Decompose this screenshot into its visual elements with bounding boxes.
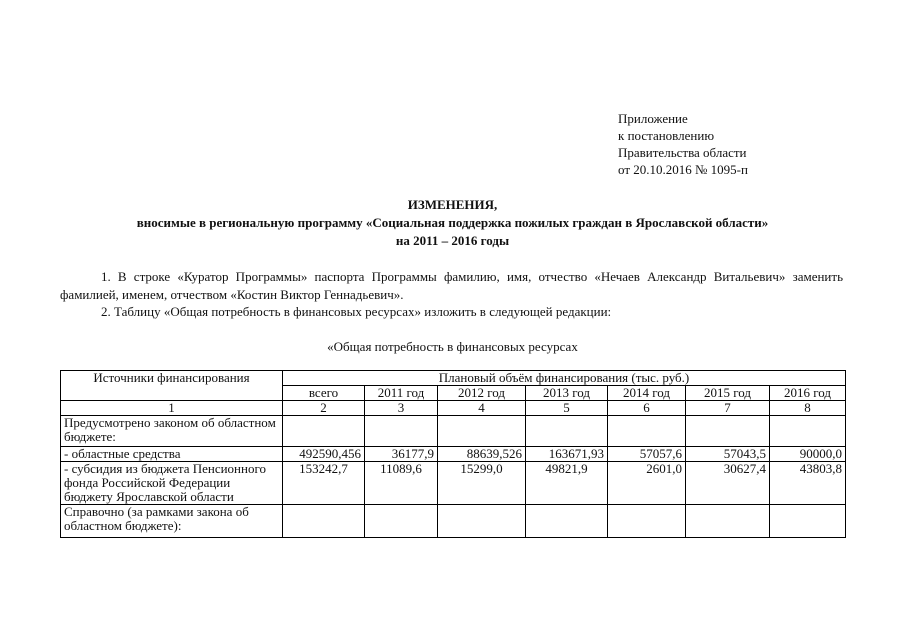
header-planned-cell: Плановый объём финансирования (тыс. руб.) bbox=[283, 371, 846, 386]
row-value: 492590,456 bbox=[283, 447, 365, 462]
column-number: 1 bbox=[61, 401, 283, 416]
table-header-row bbox=[61, 371, 846, 386]
column-number: 3 bbox=[365, 401, 438, 416]
table-row bbox=[61, 462, 846, 505]
row-value bbox=[526, 416, 608, 447]
table-row bbox=[61, 505, 846, 538]
row-value bbox=[365, 416, 438, 447]
row-label: Справочно (за рамками закона об областном бюджете): bbox=[61, 505, 283, 538]
row-value: 43803,8 bbox=[770, 462, 846, 505]
column-number: 7 bbox=[686, 401, 770, 416]
document-subtitle: вносимые в региональную программу «Социальная поддержка пожилых граждан в Ярославской области» bbox=[136, 215, 769, 230]
column-header: всего bbox=[283, 386, 365, 401]
row-value bbox=[438, 505, 526, 538]
column-header: 2015 год bbox=[686, 386, 770, 401]
column-header: 2011 год bbox=[365, 386, 438, 401]
column-number: 2 bbox=[283, 401, 365, 416]
row-value: 57043,5 bbox=[686, 447, 770, 462]
appendix-date-line: от 20.10.2016 № 1095-п bbox=[618, 162, 748, 177]
appendix-line: к постановлению bbox=[618, 128, 715, 143]
row-value: 11089,6 bbox=[365, 462, 438, 505]
row-value: 163671,93 bbox=[526, 447, 608, 462]
row-value bbox=[365, 505, 438, 538]
row-value bbox=[770, 416, 846, 447]
paragraph-1: 1. В строке «Куратор Программы» паспорта Программы фамилию, имя, отчество «Нечаев Александр Витальевич» заменить фамилией, именем, отчеством «Костин Виктор Геннадьевич». bbox=[60, 269, 843, 302]
table-caption: «Общая потребность в финансовых ресурсах bbox=[327, 339, 578, 354]
row-label: - областные средства bbox=[61, 447, 283, 462]
column-header: 2012 год bbox=[438, 386, 526, 401]
row-value: 88639,526 bbox=[438, 447, 526, 462]
financing-table bbox=[60, 370, 846, 538]
table-row bbox=[61, 416, 846, 447]
row-value bbox=[608, 505, 686, 538]
appendix-block bbox=[618, 110, 748, 178]
appendix-line: Приложение bbox=[618, 111, 688, 126]
column-number: 4 bbox=[438, 401, 526, 416]
document-title: ИЗМЕНЕНИЯ, bbox=[407, 197, 498, 212]
row-value: 2601,0 bbox=[608, 462, 686, 505]
column-header: 2014 год bbox=[608, 386, 686, 401]
row-value bbox=[608, 416, 686, 447]
header-sources-cell: Источники финансирования bbox=[61, 371, 283, 401]
row-value bbox=[438, 416, 526, 447]
appendix-line: Правительства области bbox=[618, 145, 747, 160]
row-value bbox=[686, 416, 770, 447]
row-value: 153242,7 bbox=[283, 462, 365, 505]
column-number: 5 bbox=[526, 401, 608, 416]
paragraph-2: 2. Таблицу «Общая потребность в финансовых ресурсах» изложить в следующей редакции: bbox=[101, 304, 612, 319]
row-value: 15299,0 bbox=[438, 462, 526, 505]
row-value bbox=[283, 505, 365, 538]
row-value bbox=[526, 505, 608, 538]
row-value: 36177,9 bbox=[365, 447, 438, 462]
column-header: 2013 год bbox=[526, 386, 608, 401]
row-value: 49821,9 bbox=[526, 462, 608, 505]
row-value: 30627,4 bbox=[686, 462, 770, 505]
row-value: 57057,6 bbox=[608, 447, 686, 462]
row-label: Предусмотрено законом об областном бюджете: bbox=[61, 416, 283, 447]
document-years: на 2011 – 2016 годы bbox=[395, 233, 510, 248]
column-number: 6 bbox=[608, 401, 686, 416]
row-value bbox=[283, 416, 365, 447]
column-header: 2016 год bbox=[770, 386, 846, 401]
row-value: 90000,0 bbox=[770, 447, 846, 462]
row-value bbox=[770, 505, 846, 538]
table-row bbox=[61, 447, 846, 462]
row-label: - субсидия из бюджета Пенсионного фонда Российской Федерации бюджету Ярославской области bbox=[61, 462, 283, 505]
table-numbering-row bbox=[61, 401, 846, 416]
column-number: 8 bbox=[770, 401, 846, 416]
row-value bbox=[686, 505, 770, 538]
